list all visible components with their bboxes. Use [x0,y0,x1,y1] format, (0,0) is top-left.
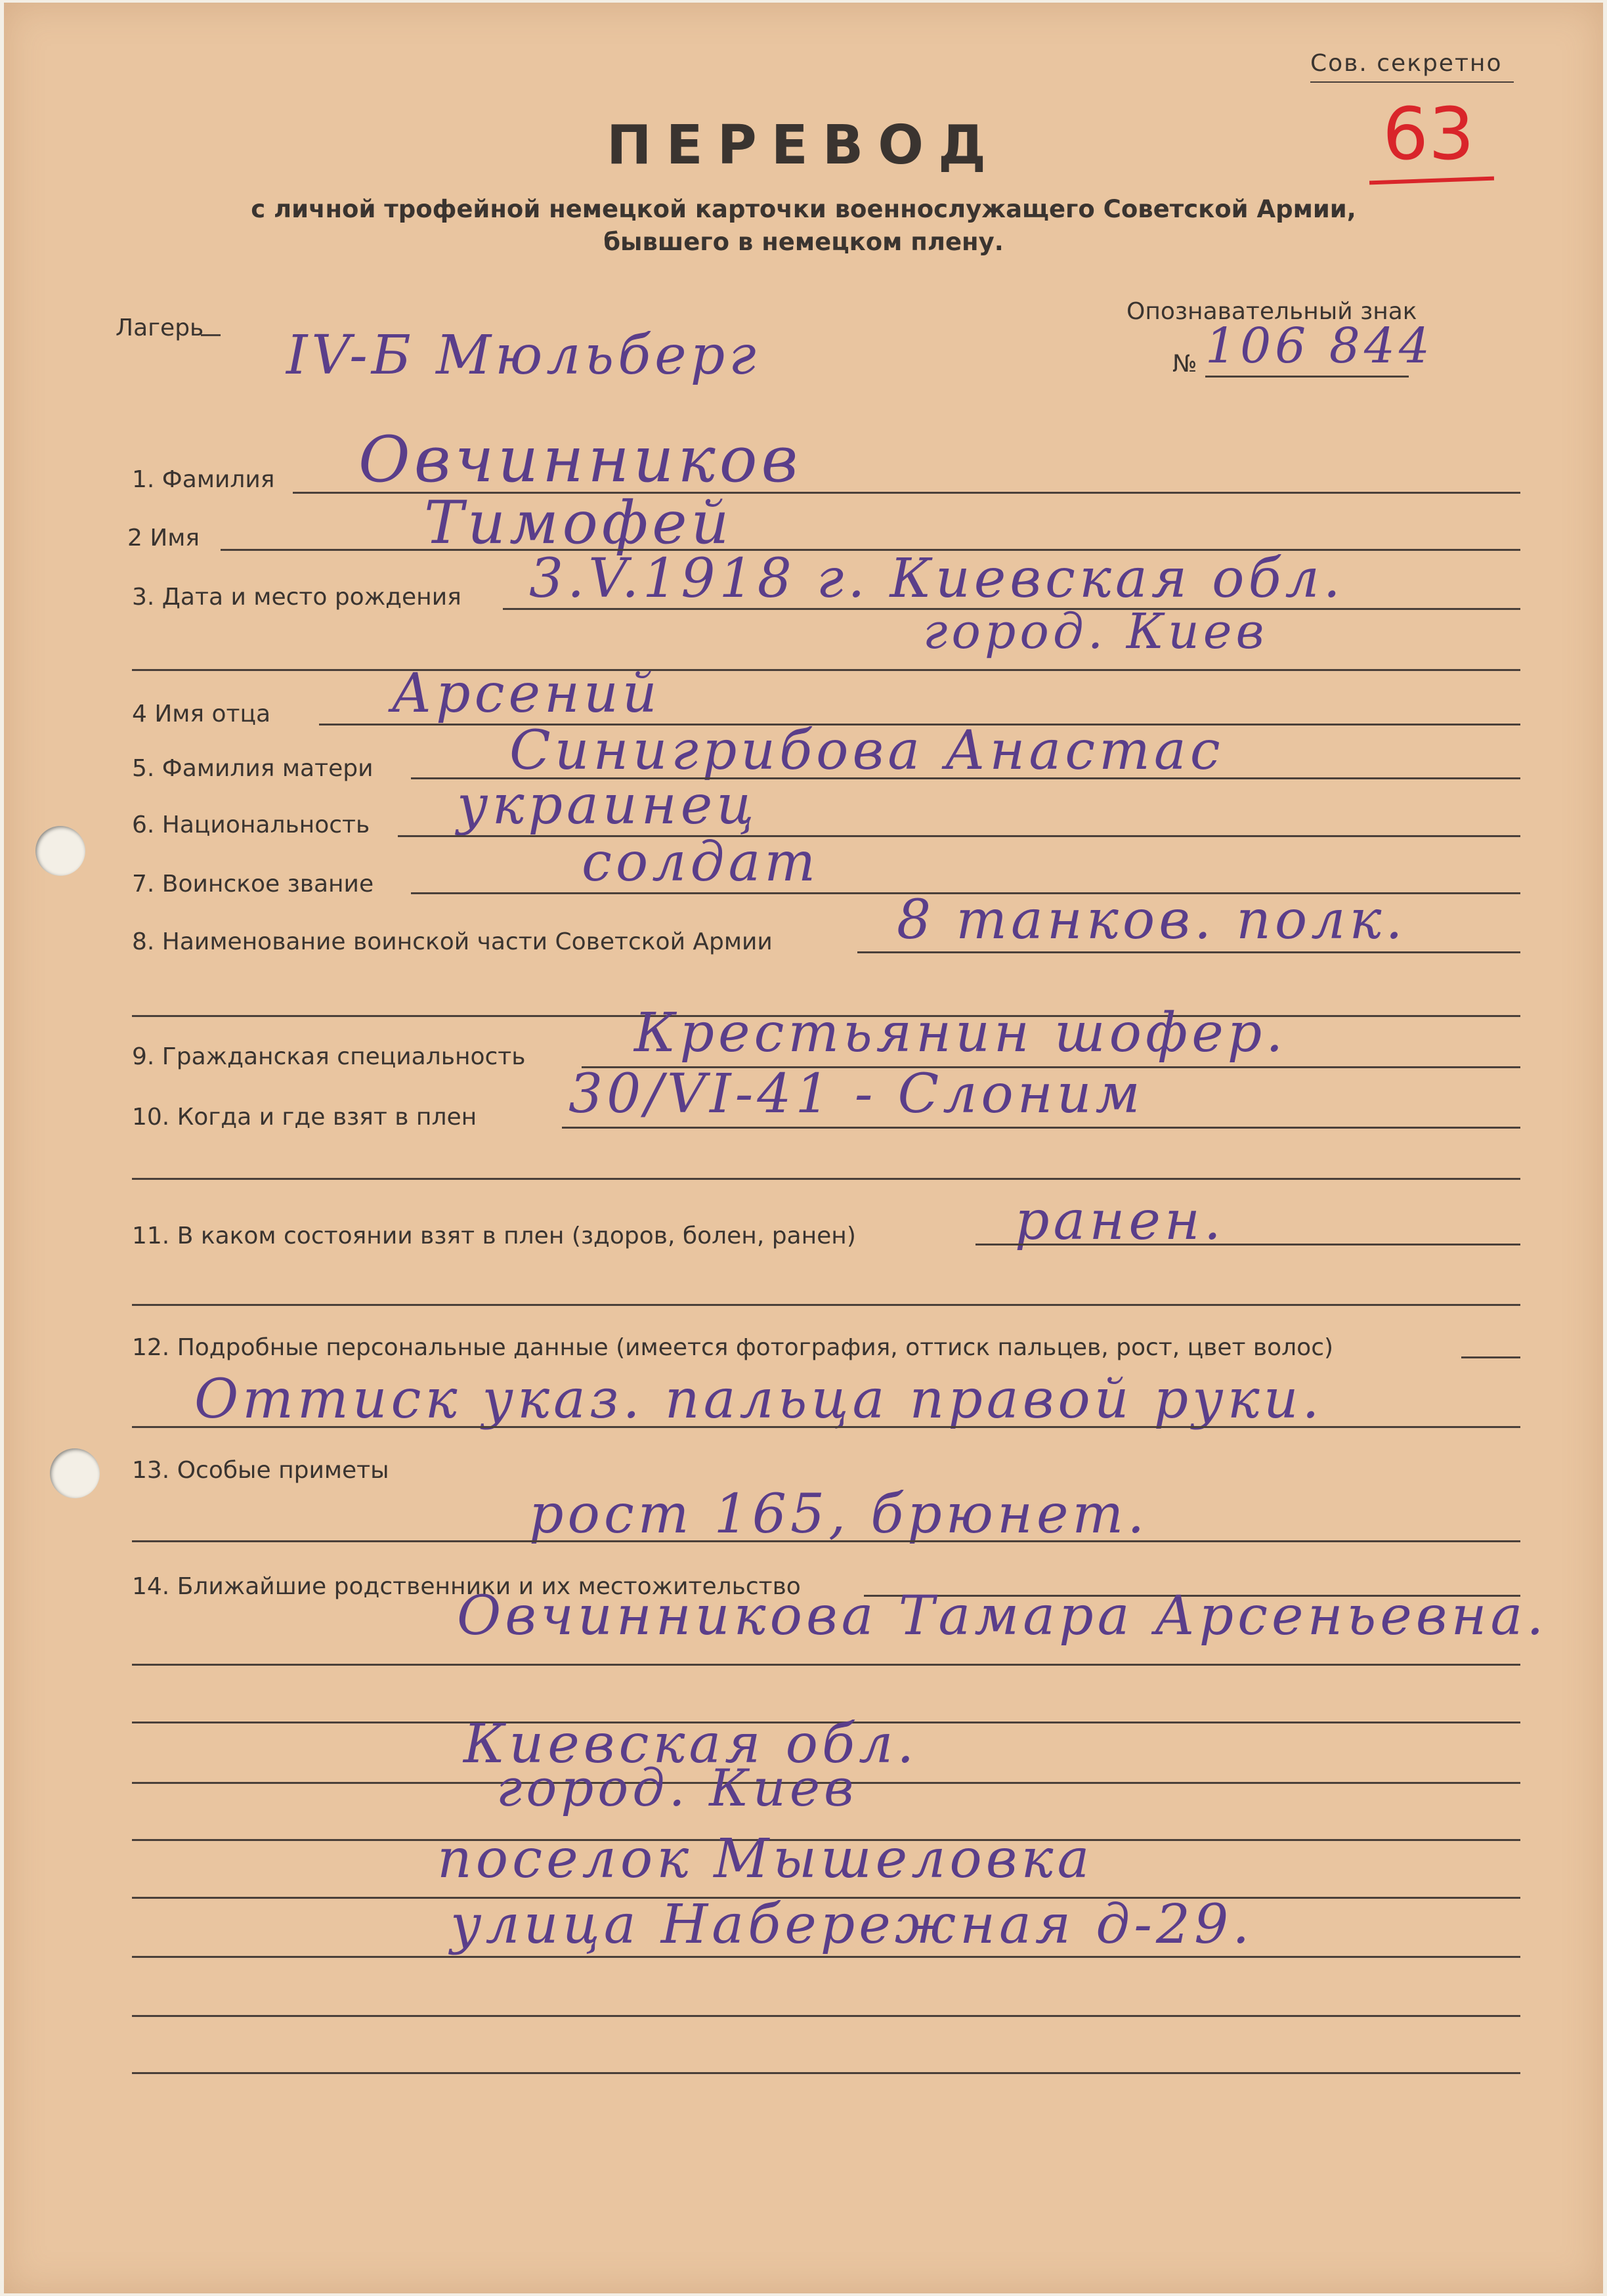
unit-label: 8. Наименование воинской части Советской Армии [132,928,773,955]
personal-rule [1461,1356,1520,1358]
unit-value: 8 танков. полк. [897,889,1407,951]
id-tag-label: Опознавательный знак [1126,298,1417,325]
subtitle-line-2: бывшего в немецком плену. [603,228,1004,256]
page-title: ПЕРЕВОД [607,114,1000,177]
condition-rule [975,1244,1520,1245]
relatives-rule-7 [132,1956,1520,1958]
camp-value: IV-Б Мюльберг [286,324,760,387]
relatives-rule-9 [132,2072,1520,2074]
rank-value: солдат [582,831,820,894]
name-label: 2 Имя [127,525,200,552]
relatives-value-line3: город. Киев [496,1759,858,1818]
condition-rule-2 [132,1304,1520,1306]
nationality-value: украинец [457,774,758,836]
marks-value: рост 165, брюнет. [529,1483,1149,1546]
father-value: Арсений [391,662,661,725]
relatives-value-line4: поселок Мышеловка [437,1828,1094,1890]
captured-rule [562,1127,1520,1129]
birth-value: 3.V.1918 г. Киевская обл. [529,548,1344,610]
birth-value-line2: город. Киев [923,603,1268,660]
classification-stamp: Сов. секретно [1310,50,1503,77]
profession-value: Крестьянин шофер. [634,1002,1287,1064]
personal-rule-2 [132,1426,1520,1428]
captured-label: 10. Когда и где взят в плен [132,1104,477,1131]
relatives-value-line1: Овчинникова Тамара Арсеньевна. [457,1585,1548,1647]
personal-label: 12. Подробные персональные данные (имеется фотография, оттиск пальцев, рост, цвет волос) [132,1334,1334,1361]
red-underline [1369,177,1494,185]
relatives-rule-8 [132,2015,1520,2017]
birth-label: 3. Дата и место рождения [132,584,461,611]
punch-hole-top [35,826,85,876]
punch-hole-bottom [50,1448,100,1498]
nationality-label: 6. Национальность [132,812,370,838]
marks-rule [132,1540,1520,1542]
subtitle-line-1: с личной трофейной немецкой карточки военнослужащего Советской Армии, [251,195,1356,223]
page-subtitle [4,193,1603,259]
father-label: 4 Имя отца [132,701,271,727]
id-tag-prefix: № [1172,351,1197,378]
personal-value: Оттиск указ. пальца правой руки. [194,1368,1323,1431]
document-sheet [4,3,1603,2293]
relatives-rule-2 [132,1664,1520,1666]
condition-label: 11. В каком состоянии взят в плен (здоров, болен, ранен) [132,1223,856,1249]
camp-rule [201,334,221,336]
mother-value: Синигрибова Анастас [509,720,1224,782]
id-tag-value: 106 844 [1205,318,1434,374]
relatives-label: 14. Ближайшие родственники и их местожительство [132,1573,801,1600]
id-tag-rule [1205,376,1409,378]
relatives-value-line2: Киевская обл. [463,1713,918,1775]
marks-label: 13. Особые приметы [132,1457,389,1484]
nationality-rule [398,835,1520,837]
mother-label: 5. Фамилия матери [132,755,374,782]
name-value: Тимофей [424,488,733,557]
unit-rule [857,951,1520,953]
captured-value: 30/VI-41 - Слоним [568,1063,1144,1125]
camp-label: Лагерь [116,314,204,341]
birth-rule-2 [132,669,1520,671]
surname-value: Овчинников [358,423,802,496]
classification-underline [1310,81,1514,83]
profession-label: 9. Гражданская специальность [132,1043,526,1070]
condition-value: ранен. [1015,1190,1225,1252]
rank-label: 7. Воинское звание [132,871,374,898]
surname-label: 1. Фамилия [132,466,275,493]
relatives-value-line5: улица Набережная д-29. [450,1894,1254,1956]
red-handwritten-number: 63 [1382,92,1474,176]
captured-rule-2 [132,1178,1520,1180]
